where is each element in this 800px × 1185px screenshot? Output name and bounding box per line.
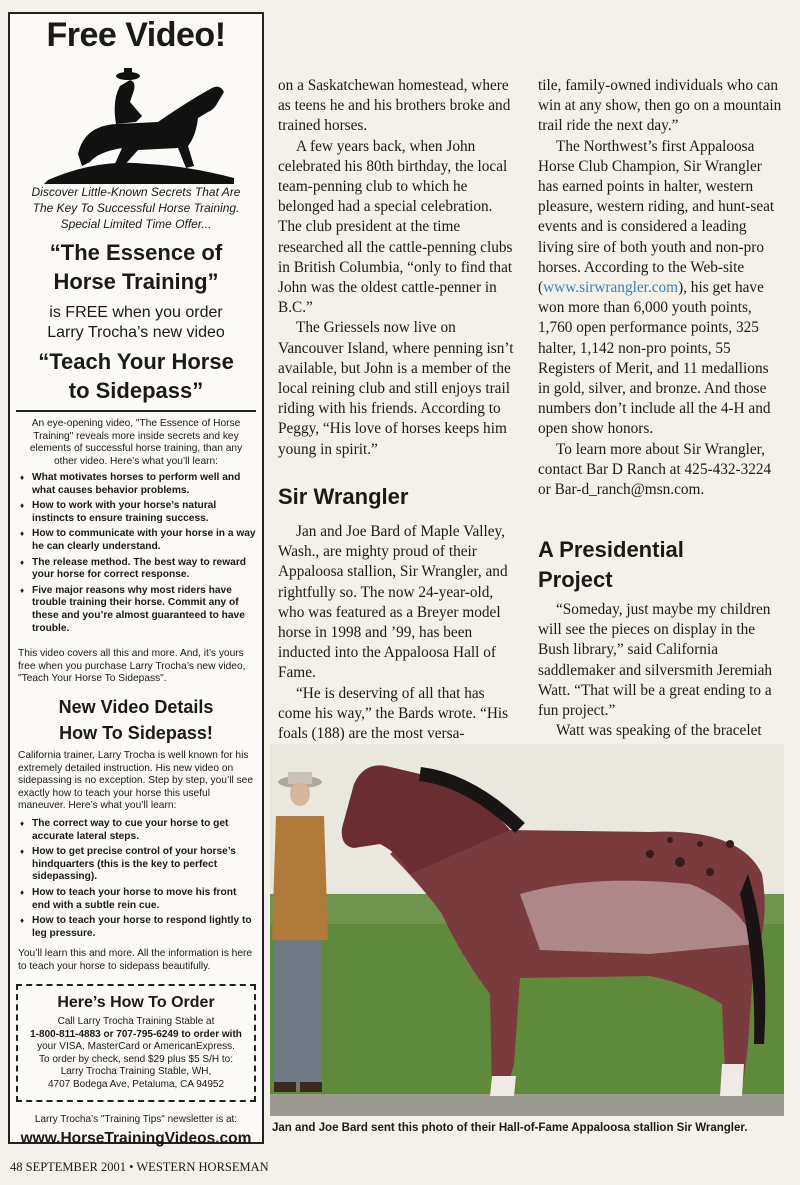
ad-video-title-1	[14, 238, 258, 296]
order-line: Call Larry Trocha Training Stable at	[57, 1016, 215, 1027]
list-item: ♦ How to work with your horse’s natural instincts to ensure training success.	[18, 500, 256, 525]
ad-video-title-line: “The Essence of	[49, 240, 223, 265]
ad-divider	[16, 410, 256, 412]
list-item: ♦ The release method. The best way to reward your horse for correct response.	[18, 557, 256, 582]
paragraph	[538, 137, 784, 440]
ad-video-title-line: “Teach Your Horse	[38, 349, 234, 374]
article-column-2	[538, 76, 784, 500]
paragraph-text: The Northwest’s first Appaloosa Horse Club Champion, Sir Wrangler has earned points in halter, western pleasure, western riding, and hunt-seat events and is considered a leading living sire of both youth and non-pro horses. According to the Web-site (	[538, 137, 775, 297]
ad-sidepass-list	[18, 818, 256, 943]
ad-free-line: is FREE when you order	[49, 304, 223, 321]
ad-details-heading	[14, 694, 258, 746]
ad-subtitle-line: The Key To Successful Horse Training.	[32, 201, 240, 215]
ad-video-title-2	[14, 347, 258, 405]
ad-learn-more: You’ll learn this and more. All the information is here to teach your horse to sidepass beautifully.	[18, 948, 253, 972]
order-box	[16, 984, 256, 1102]
list-item: ♦ How to get precise control of your horse’s hindquarters (this is the key to perfect sidepassing).	[18, 846, 256, 884]
paragraph-text: ), his get have won more than 6,000 youth points, 1,760 open performance points, 325 halter, 1,142 non-pro points, 55 Registers of Merit, and 11 medallions in gold, silver, and bronze. And those numbers don’t include all the 4-H and open show honors.	[538, 279, 771, 438]
ad-free-offer	[14, 303, 258, 343]
order-text	[18, 1016, 254, 1092]
ad-details-intro: California trainer, Larry Trocha is well known for his extremely detailed instruction. His new video on sidepassing is no exception. Step by step, you’ll see exactly how to teach your horse this useful maneuver. Here’s what you’ll learn:	[18, 750, 254, 812]
ad-covers-text: This video covers all this and more. And, it’s yours free when you purchase Larry Trocha’s new video, "Teach Your Horse To Sidepass".	[18, 648, 246, 685]
paragraph: tile, family-owned individuals who can win at any show, then go on a mountain trail ride the next day.”	[538, 77, 782, 135]
order-line: To order by check, send $29 plus $5 S/H to:	[39, 1053, 233, 1065]
heading-line: A Presidential	[538, 537, 684, 562]
ad-details-line: New Video Details	[58, 697, 214, 717]
ad-title: Free Video!	[46, 16, 226, 54]
paragraph: The Griessels now live on Vancouver Island, where penning isn’t available, but John is a member of the local reining club and still enjoys trail riding with his friends. According to Peggy, “His love of horses keeps him young in spirit.”	[278, 319, 514, 458]
article-column-2-continued	[538, 600, 784, 741]
paragraph: “Someday, just maybe my children will see the pieces on display in the Bush library,” said California saddlemaker and silversmith Jeremiah Watt. “That will be a great ending to a fun project.”	[538, 601, 773, 720]
paragraph: Watt was speaking of the bracelet	[556, 722, 762, 740]
paragraph: “He is deserving of all that has come his way,” the Bards wrote. “His foals (188) are the most versa-	[278, 684, 509, 743]
ad-details-line: How To Sidepass!	[59, 723, 213, 743]
ad-video-title-line: Horse Training”	[53, 269, 219, 294]
page-footer: 48 SEPTEMBER 2001 • WESTERN HORSEMAN	[10, 1160, 269, 1174]
ad-subtitle-line: Discover Little-Known Secrets That Are	[31, 185, 241, 199]
article-column-1-continued	[278, 522, 514, 744]
list-item: ♦ How to teach your horse to respond lightly to leg pressure.	[18, 915, 256, 940]
website-link[interactable]: www.sirwrangler.com	[543, 279, 679, 297]
list-item: ♦ How to communicate with your horse in a way he can clearly understand.	[18, 528, 256, 553]
advertisement	[8, 12, 264, 1147]
paragraph: Jan and Joe Bard of Maple Valley, Wash., are mighty proud of their Appaloosa stallion, Sir Wrangler, and rightfully so. The now 24-year-old, who was featured as a Breyer model horse in 1998 and ’99, has been inducted into the Appaloosa Hall of Fame.	[278, 523, 508, 682]
photo-caption: Jan and Joe Bard sent this photo of their Hall-of-Fame Appaloosa stallion Sir Wrangler.	[272, 1122, 748, 1134]
ad-learn-list	[18, 472, 256, 638]
order-phone: 1-800-811-4883 or 707-795-6249 to order with	[30, 1028, 242, 1040]
list-item: ♦ Five major reasons why most riders have trouble training their horse. Commit any of these and you’re almost guaranteed to have trouble.	[18, 585, 256, 635]
horse-rider-silhouette-icon	[38, 66, 238, 184]
order-line: Larry Trocha Training Stable, WH,	[60, 1066, 212, 1078]
appaloosa-stallion-photo	[270, 744, 784, 1116]
paragraph: A few years back, when John celebrated his 80th birthday, the local team-penning club to which he belonged had a special celebration. The club president at the time researched all the cattle-penning clubs in British Columbia, “only to find that John was the oldest cattle-penner in B.C.”	[278, 137, 513, 317]
list-item: ♦ The correct way to cue your horse to get accurate lateral steps.	[18, 818, 256, 843]
list-item: ♦ How to teach your horse to move his front end with a subtle rein cue.	[18, 887, 256, 912]
ad-video-title-line: to Sidepass”	[68, 378, 204, 403]
heading-line: Project	[538, 567, 613, 592]
order-address: 4707 Bodega Ave, Petaluma, CA 94952	[47, 1078, 225, 1090]
paragraph: on a Saskatchewan homestead, where as teens he and his brothers broke and trained horses.	[278, 77, 511, 135]
ad-free-line: Larry Trocha’s new video	[47, 324, 225, 341]
ad-subtitle	[16, 184, 256, 232]
order-line: your VISA, MasterCard or AmericanExpress.	[37, 1041, 235, 1053]
paragraph: To learn more about Sir Wrangler, contact Bar D Ranch at 425-432-3224 or Bar-d_ranch@msn.com.	[538, 440, 772, 499]
section-heading-presidential-project	[538, 535, 684, 595]
list-item: ♦ What motivates horses to perform well and what causes behavior problems.	[18, 472, 256, 497]
ad-website-url: www.HorseTrainingVideos.com	[20, 1130, 252, 1147]
ad-subtitle-line: Special Limited Time Offer...	[60, 217, 212, 231]
order-title: Here’s How To Order	[57, 994, 215, 1011]
section-heading-sir-wrangler: Sir Wrangler	[278, 484, 409, 509]
ad-intro: An eye-opening video, "The Essence of Horse Training" reveals more inside secrets and key elements of successful horse training, than any other video. Here’s what you’ll learn:	[29, 418, 243, 467]
newsletter-note: Larry Trocha’s "Training Tips" newsletter is at:	[34, 1114, 238, 1125]
article-column-1	[278, 76, 514, 460]
